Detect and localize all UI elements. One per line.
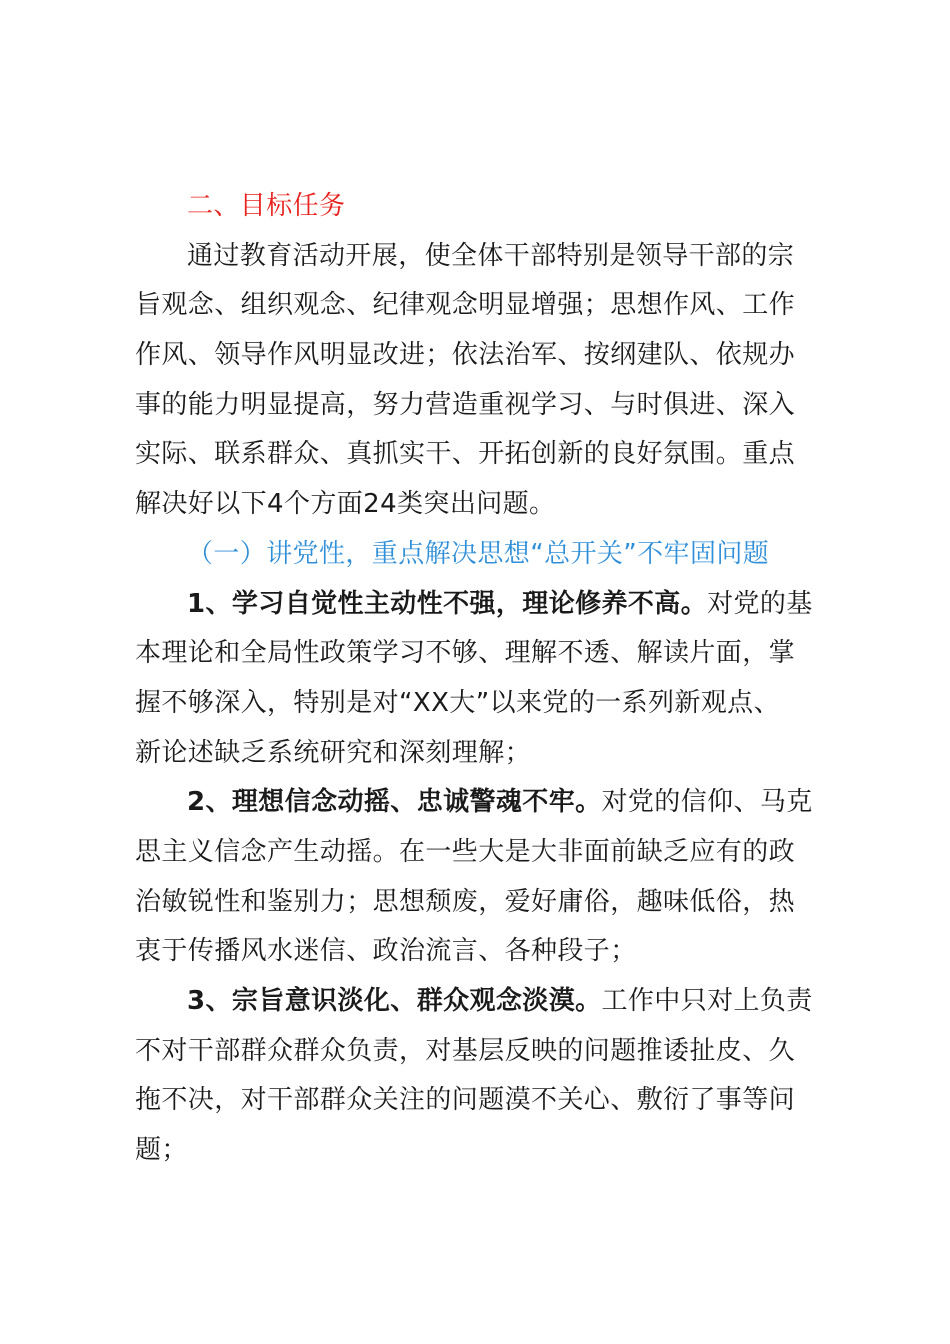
item-text: 对党的基: [707, 588, 813, 619]
paragraph-line: [135, 778, 847, 828]
item-paragraph-3: [135, 977, 847, 1176]
paragraph-line: 旨观念、组织观念、纪律观念明显增强；思想作风、工作: [135, 290, 796, 321]
item-text: 对党的信仰、马克: [601, 787, 813, 818]
item-text: 工作中只对上负责: [601, 986, 813, 1016]
paragraph-line: 实际、联系群众、真抓实干、开拓创新的良好氛围。重点: [135, 439, 796, 470]
paragraph-line: [135, 977, 847, 1027]
paragraph-line: 本理论和全局性政策学习不够、理解不透、解读片面，掌: [135, 638, 796, 669]
paragraph-line: 新论述缺乏系统研究和深刻理解；: [135, 737, 532, 768]
paragraph-line: 通过教育活动开展，使全体干部特别是领导干部的宗: [187, 240, 795, 271]
paragraph-line: 衷于传播风水迷信、政治流言、各种段子；: [135, 936, 637, 967]
item-paragraph-1: [135, 580, 847, 779]
subsection-heading: （一）讲党性，重点解决思想“总开关”不牢固问题: [187, 538, 770, 569]
paragraph-line: 不对干部群众群众负责，对基层反映的问题推诿扯皮、久: [135, 1035, 796, 1066]
paragraph-line: [135, 580, 847, 630]
item-title: 2、理想信念动摇、忠诚警魂不牢。: [187, 787, 602, 818]
paragraph-line: 拖不决，对干部群众关注的问题漠不关心、敷衍了事等问: [135, 1085, 796, 1116]
paragraph-line: 作风、领导作风明显改进；依法治军、按纲建队、依规办: [135, 340, 796, 371]
paragraph-line: 题；: [135, 1135, 188, 1166]
intro-paragraph: [135, 232, 847, 530]
paragraph-line: 解决好以下4个方面24类突出问题。: [135, 489, 556, 520]
item-paragraph-2: [135, 778, 847, 977]
paragraph-line: 思主义信念产生动摇。在一些大是大非面前缺乏应有的政: [135, 836, 796, 867]
item-title: 3、宗旨意识淡化、群众观念淡漠。: [187, 986, 602, 1016]
paragraph-line: 握不够深入，特别是对“XX大”以来党的一系列新观点、: [135, 687, 780, 718]
item-title: 1、学习自觉性主动性不强，理论修养不高。: [187, 588, 708, 619]
document-body: [135, 182, 847, 1176]
paragraph-line: 事的能力明显提高，努力营造重视学习、与时俱进、深入: [135, 389, 796, 420]
section-heading: 二、目标任务: [187, 191, 346, 221]
paragraph-line: 治敏锐性和鉴别力；思想颓废，爱好庸俗，趣味低俗，热: [135, 886, 796, 917]
